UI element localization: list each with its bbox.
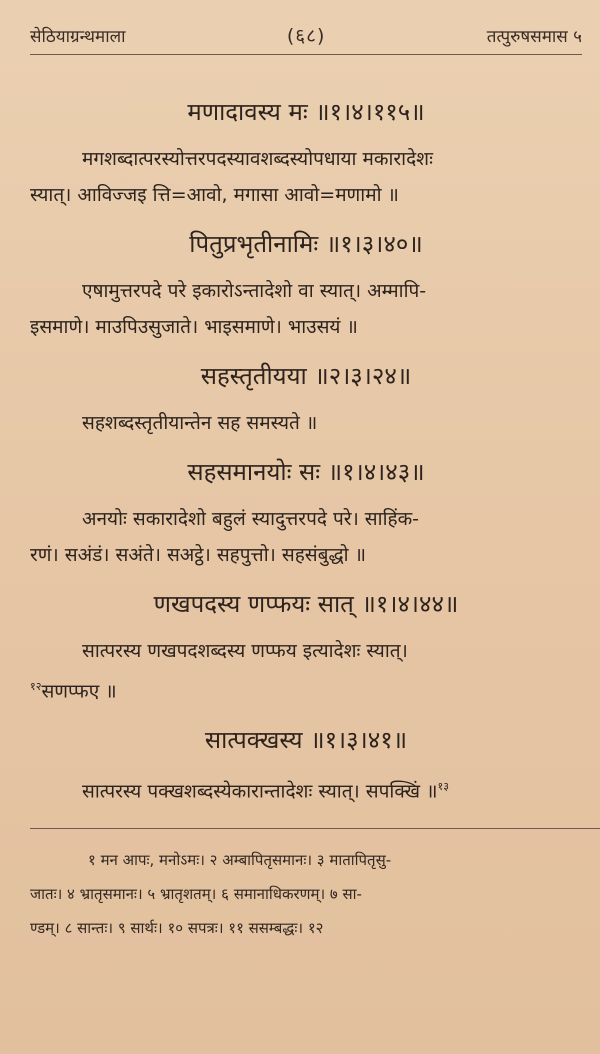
footnote-marker: १२ — [30, 680, 42, 693]
footnotes — [30, 829, 582, 945]
sutra-heading: पितुप्रभृतीनामिः ॥१।३।४०॥ — [189, 230, 423, 258]
text-line: मगशब्दात्परस्योत्तरपदस्यावशब्दस्योपधाया मकारादेशः — [82, 148, 433, 170]
commentary-paragraph — [30, 633, 582, 709]
page-number: (६८) — [286, 25, 326, 47]
sutra-heading: सहस्तृतीयया ॥२।३।२४॥ — [200, 362, 412, 390]
commentary-paragraph — [30, 405, 582, 441]
page-body — [30, 55, 582, 945]
footnote-marker: १३ — [437, 780, 449, 794]
text-line — [30, 769, 578, 809]
chapter-title: तत्पुरुषसमास ५ — [486, 27, 582, 47]
commentary-paragraph — [30, 141, 582, 213]
text-line: इसमाणे। माउपिउसुजाते। भाइसमाणे। भाउसयं ॥ — [30, 316, 358, 338]
text-line: रणं। सअंडं। सअंते। सअट्ठे। सहपुत्तो। सहसंबुद्धो ॥ — [30, 544, 367, 566]
sutra-heading: णखपदस्य णप्फयः सात् ॥१।४।४४॥ — [153, 590, 459, 618]
footnote-line: जातः। ४ भ्रातृसमानः। ५ भ्रातृशतम्। ६ समानाधिकरणम्। ७ सा- — [30, 884, 362, 903]
sutra-heading: सात्पक्खस्य ॥१।३।४१॥ — [204, 726, 408, 755]
text-line: एषामुत्तरपदे परे इकारोऽन्तादेशो वा स्यात्। अम्मापि- — [82, 280, 427, 302]
text-line: सात्परस्य णखपदशब्दस्य णप्फय इत्यादेशः स्यात्। — [82, 640, 408, 662]
sutra-heading: सहसमानयोः सः ॥१।४।४३॥ — [187, 458, 425, 486]
running-header — [30, 22, 582, 55]
text-line: सहशब्दस्तृतीयान्तेन सह समस्यते ॥ — [82, 412, 318, 434]
text-fragment: सणप्फए ॥ — [41, 680, 117, 703]
footnote-line: १ मन आपः, मनोऽमः। २ अम्बापितृसमानः। ३ मातापितृसु- — [88, 850, 392, 869]
text-line: स्यात्। आविज्जइ त्ति=आवो, मगासा आवो=मणामो ॥ — [30, 184, 399, 206]
commentary-paragraph — [30, 769, 582, 809]
text-line: अनयोः सकारादेशो बहुलं स्यादुत्तरपदे परे। साहिंक- — [82, 508, 420, 530]
text-line — [30, 669, 578, 709]
sutra-heading: मणादावस्य मः ॥१।४।११५॥ — [187, 98, 425, 126]
commentary-paragraph — [30, 273, 582, 345]
series-title: सेठियाग्रन्थमाला — [30, 27, 126, 47]
commentary-paragraph — [30, 501, 582, 573]
text-fragment: सात्परस्य पक्खशब्दस्येकारान्तादेशः स्यात्। सपक्खिं ॥ — [82, 780, 438, 803]
footnote-line: ण्डम्। ८ सान्तः। ९ सार्थः। १० सपत्रः। ११ ससम्बद्धः। १२ — [30, 918, 324, 937]
